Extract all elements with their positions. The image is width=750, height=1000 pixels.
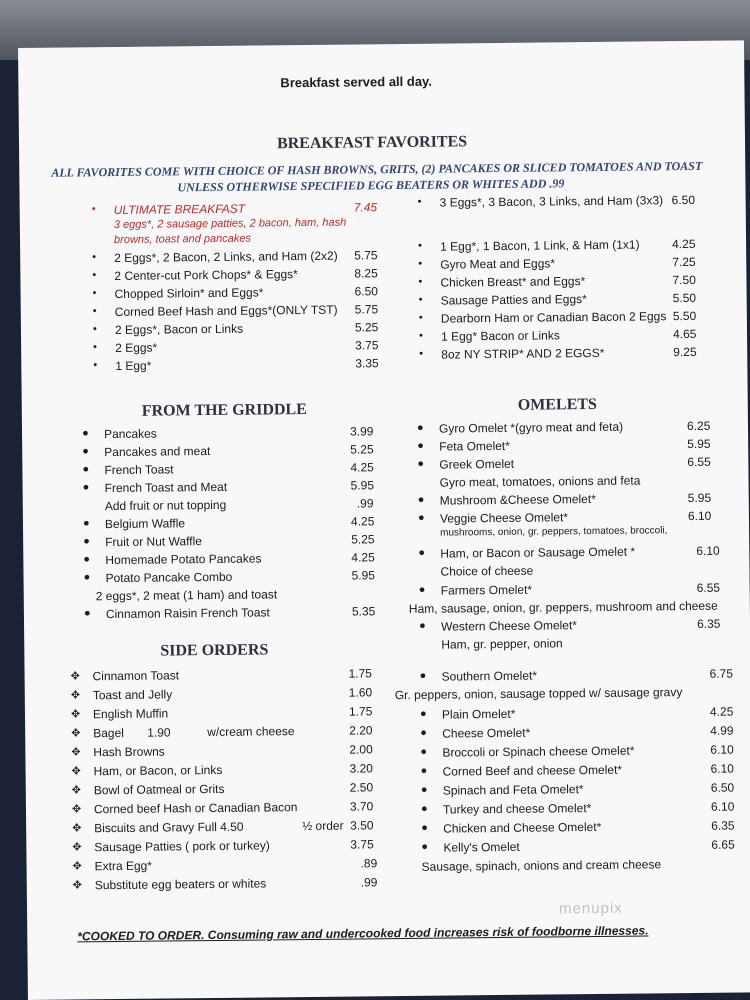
bullet-icon: • — [418, 293, 423, 306]
bullet-icon: • — [418, 239, 423, 252]
diamond-icon: ✥ — [71, 765, 81, 778]
diamond-icon: ✥ — [71, 746, 81, 759]
dot-icon: ● — [421, 821, 428, 834]
diamond-icon: ✥ — [71, 727, 81, 740]
bullet-icon: • — [418, 329, 423, 342]
dot-icon: ● — [83, 553, 91, 566]
kellys-desc: Sausage, spinach, onions and cream cheese — [421, 857, 662, 874]
ultimate-desc-1: 3 eggs*, 2 sausage patties, 2 bacon, ham, hash — [113, 216, 347, 232]
dot-icon: ● — [417, 439, 424, 452]
diamond-icon: ✥ — [70, 708, 81, 721]
farmers-desc: Ham, sausage, onion, gr. peppers, mushroom and cheese — [408, 598, 718, 616]
sides-title: SIDE ORDERS — [160, 641, 269, 660]
bullet-icon: • — [92, 269, 97, 282]
diamond-icon: ✥ — [70, 689, 81, 702]
bullet-icon: • — [92, 305, 97, 318]
greek-desc: Gyro meat, tomatoes, onions and feta — [439, 473, 641, 490]
favorites-note-1: ALL FAVORITES COME WITH CHOICE OF HASH BROWNS, GRITS, (2) PANCAKES OR SLICED TOMATOES AND TOAST — [51, 158, 703, 180]
menu-item-ultimate-breakfast: • ULTIMATE BREAKFAST 7.45 — [91, 200, 378, 218]
bullet-icon: • — [419, 347, 424, 360]
dot-icon: ● — [419, 669, 427, 682]
dot-icon: ● — [420, 764, 428, 777]
diamond-icon: ✥ — [72, 822, 82, 835]
diamond-icon: ✥ — [71, 784, 82, 797]
footer-disclaimer: *COOKED TO ORDER. Consuming raw and undercooked food increases risk of foodborne illnesses. — [77, 923, 649, 944]
omelets-title: OMELETS — [517, 395, 597, 414]
diamond-icon: ✥ — [72, 879, 83, 892]
bullet-icon: • — [91, 203, 96, 216]
diamond-icon: ✥ — [72, 860, 82, 873]
veggie-desc: mushrooms, onion, gr. peppers, tomatoes, broccoli, — [440, 525, 668, 539]
bullet-icon: • — [93, 359, 98, 372]
bullet-icon: • — [417, 195, 422, 208]
dot-icon: ● — [418, 583, 426, 596]
dot-icon: ● — [83, 607, 91, 620]
dot-icon: ● — [421, 840, 429, 853]
dot-icon: ● — [418, 546, 426, 559]
favorites-note-2: UNLESS OTHERWISE SPECIFIED EGG BEATERS OR WHITES ADD .99 — [177, 176, 565, 195]
dot-icon: ● — [81, 427, 89, 440]
dot-icon: ● — [82, 481, 90, 494]
dot-icon: ● — [420, 745, 428, 758]
menupix-watermark: menupix — [558, 899, 623, 918]
diamond-icon: ✥ — [71, 803, 82, 816]
dot-icon: ● — [417, 457, 425, 470]
dot-icon: ● — [82, 445, 89, 458]
southern-desc: Gr. peppers, onion, sausage topped w/ sausage gravy — [394, 685, 683, 703]
bullet-icon: • — [93, 341, 98, 354]
dot-icon: ● — [82, 463, 90, 476]
bullet-icon: • — [418, 311, 423, 324]
dot-icon: ● — [417, 511, 425, 524]
bullet-icon: • — [92, 287, 97, 300]
dot-icon: ● — [420, 783, 428, 796]
dot-icon: ● — [83, 535, 90, 548]
dot-icon: ● — [416, 421, 424, 434]
diamond-icon: ✥ — [72, 841, 82, 854]
dot-icon: ● — [82, 517, 90, 530]
bullet-icon: • — [92, 323, 97, 336]
dot-icon: ● — [420, 726, 427, 739]
served-all-day: Breakfast served all day. — [280, 73, 432, 91]
combo-desc: 2 eggs*, 2 meat (1 ham) and toast — [95, 587, 278, 604]
favorites-title: BREAKFAST FAVORITES — [276, 133, 468, 153]
diamond-icon: ✥ — [70, 670, 80, 683]
ultimate-desc-2: browns, toast and pancakes — [113, 232, 252, 247]
dot-icon: ● — [420, 802, 428, 815]
dot-icon: ● — [419, 707, 427, 720]
dot-icon: ● — [83, 571, 91, 584]
dot-icon: ● — [417, 493, 425, 506]
dot-icon: ● — [419, 619, 426, 632]
bullet-icon: • — [92, 251, 97, 264]
western-desc: Ham, gr. pepper, onion — [441, 636, 563, 652]
menu-sheet — [18, 40, 750, 1000]
ham-desc: Choice of cheese — [440, 563, 534, 579]
griddle-title: FROM THE GRIDDLE — [141, 400, 307, 420]
bullet-icon: • — [418, 257, 423, 270]
bullet-icon: • — [418, 275, 423, 288]
